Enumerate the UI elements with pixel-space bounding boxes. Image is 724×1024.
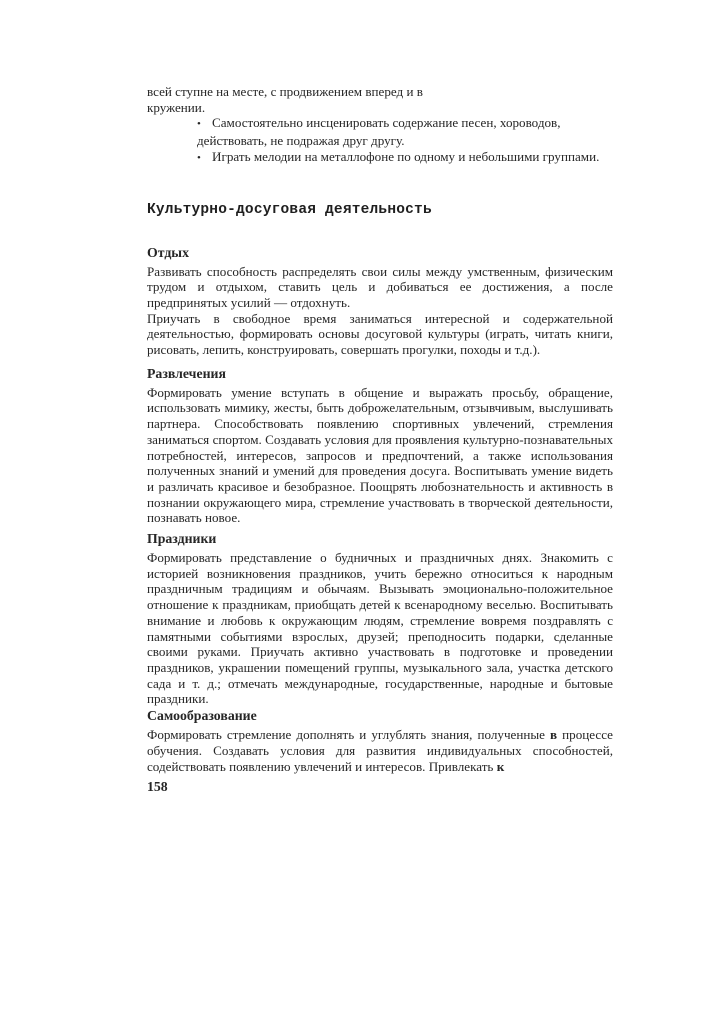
text-column (147, 84, 613, 796)
text-segment: Формировать представление о будничных и праздничных днях. Знакомить с историей возникновения праздников, учить бережно относиться к народным праздничным традициям и обычаям. Вызывать эмоционально-положительное отношение к праздникам, приобщать детей к всенародному веселью. Воспитывать внимание и любовь к окружающим людям, стремление вовремя поздравлять с памятными событиями взрослых, друзей; преподносить подарки, сделанные своими руками. Приучать активно участвовать в подготовке и проведении праздников, украшении помещений группы, музыкального зала, участка детского сада и т. д.; отмечать международные, государственные, народные и бытовые праздники. (147, 550, 613, 707)
bold-text: в (550, 727, 558, 743)
section (147, 707, 613, 774)
paragraph (147, 385, 613, 526)
chapter-heading: Культурно-досуговая деятельность (147, 201, 432, 218)
text-segment: Развивать способность распределять свои силы между умственным, физическим трудом и отдыхом, ставить цель и добиваться ее достижения, а после предпринятых усилий — отдохнуть. (147, 263, 613, 310)
intro-continuation-paragraph (147, 84, 613, 115)
list-item-text: Самостоятельно инсценировать содержание песен, хороводов, действовать, не подражая друг другу. (197, 115, 561, 149)
list-item (197, 149, 613, 167)
section (147, 365, 613, 526)
list-item-text: Играть мелодии на металлофоне по одному и небольшими группами. (212, 148, 600, 164)
text-segment: Формировать умение вступать в общение и выражать просьбу, обращение, использовать мимику, жесты, быть доброжелательным, отзывчивым, выслушивать партнера. Способствовать появлению спортивных увлечений, стремления заниматься спортом. Создавать условия для проявления культурно-познавательных потребностей, интересов, запросов и предпочтений, а также использования полученных знаний и умений для проведения досуга. Воспитывать умение видеть и различать красивое и безобразное. Поощрять любознательность и активность в познании окружающего мира, стремление участвовать в творческой деятельности, познавать новое. (147, 384, 613, 526)
bullet-icon: • (197, 151, 201, 164)
text-line: всей ступне на месте, с продвижением вперед и в (147, 84, 423, 99)
paragraph (147, 727, 613, 774)
paragraph (147, 264, 613, 311)
text-segment: процессе обучения. Создавать условия для развития индивидуальных способностей, содействовать появлению увлечений и интересов. Привлекать (147, 727, 613, 774)
section (147, 244, 613, 358)
text-segment: Приучать в свободное время заниматься интересной и содержательной деятельностью, формировать основы досуговой культуры (играть, читать книги, рисовать, лепить, конструировать, совершать прогулки, походы и т.д.). (147, 310, 613, 358)
text-segment: Формировать стремление дополнять и углублять знания, полученные (147, 727, 551, 743)
page-number: 158 (147, 779, 168, 795)
bullet-icon: • (197, 118, 201, 131)
sections-container (147, 244, 613, 775)
section-title: Праздники (147, 531, 217, 547)
bold-text: к (496, 758, 505, 774)
section-title: Отдых (147, 244, 189, 260)
paragraph (147, 550, 613, 707)
list-item (197, 115, 613, 148)
section (147, 530, 613, 707)
section-title: Развлечения (147, 365, 226, 381)
paragraph (147, 311, 613, 358)
bullet-list (147, 115, 613, 166)
section-title: Самообразование (147, 708, 257, 724)
text-line: кружении. (147, 99, 206, 115)
